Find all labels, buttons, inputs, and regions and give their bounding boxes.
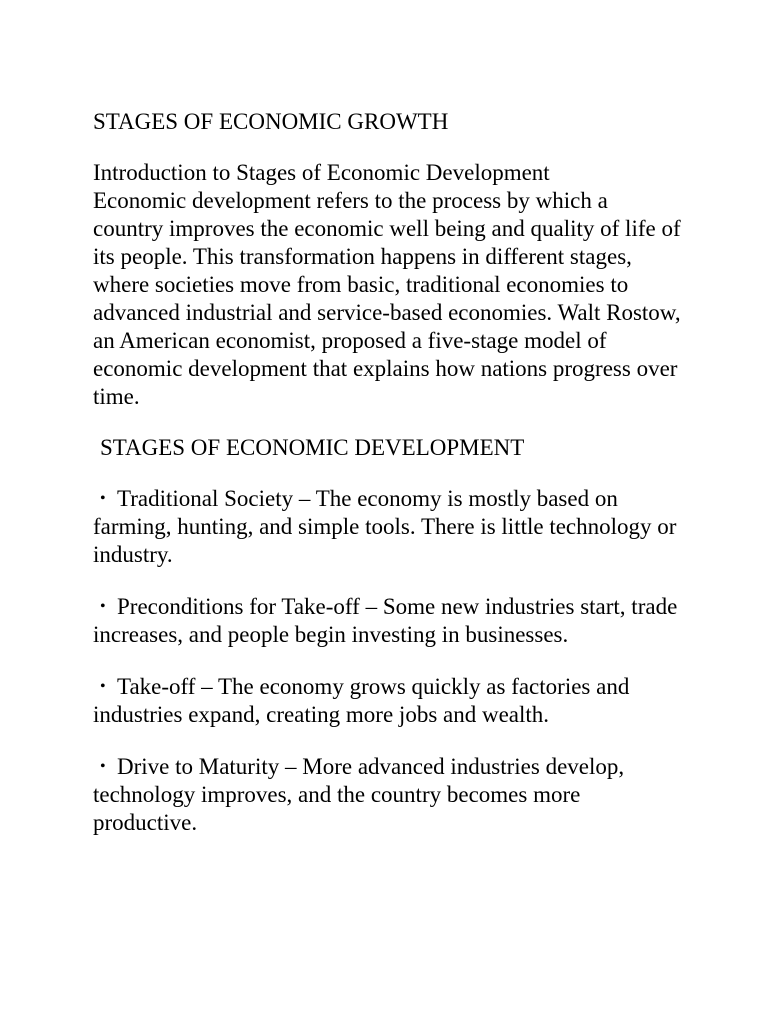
- document-title: STAGES OF ECONOMIC GROWTH: [93, 109, 449, 134]
- section-heading: STAGES OF ECONOMIC DEVELOPMENT: [100, 435, 525, 460]
- intro-heading: Introduction to Stages of Economic Development: [93, 160, 550, 185]
- stage-item-drive-to-maturity: [93, 753, 683, 837]
- bullet-icon: •: [100, 490, 106, 507]
- stage-item-traditional-society: [93, 485, 683, 569]
- bullet-icon: •: [100, 758, 106, 775]
- stage-text: Take-off – The economy grows quickly as factories and industries expand, creating more jobs and wealth.: [93, 674, 630, 727]
- bullet-icon: •: [100, 598, 106, 615]
- stage-text: Traditional Society – The economy is mostly based on farming, hunting, and simple tools. There is little technology or industry.: [93, 486, 677, 567]
- stage-item-preconditions: [93, 593, 683, 649]
- stage-list: [93, 485, 688, 837]
- bullet-icon: •: [100, 678, 106, 695]
- intro-body: Economic development refers to the process by which a country improves the economic well being and quality of life of its people. This transformation happens in different stages, where societies move from basic, traditional economies to advanced industrial and service-based economies. Walt Rostow, an American economist, proposed a five-stage model of economic development that explains how nations progress over time.: [93, 188, 681, 409]
- intro-paragraph: [93, 159, 683, 411]
- stage-item-take-off: [93, 673, 683, 729]
- stage-text: Drive to Maturity – More advanced industries develop, technology improves, and the country becomes more productive.: [93, 754, 625, 835]
- stage-text: Preconditions for Take-off – Some new industries start, trade increases, and people begin investing in businesses.: [93, 594, 678, 647]
